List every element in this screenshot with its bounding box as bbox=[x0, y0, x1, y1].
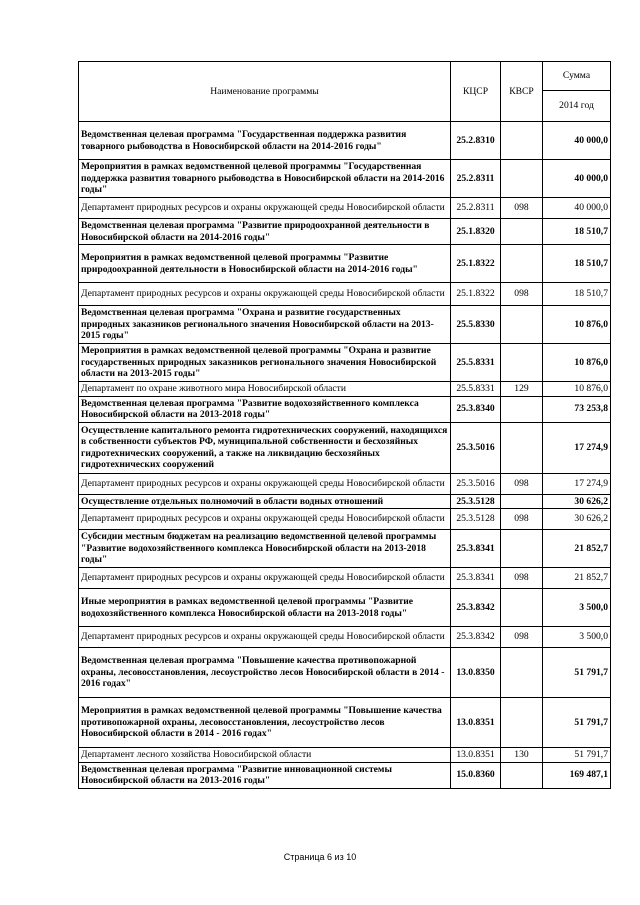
row-name: Осуществление отдельных полномочий в области водных отношений bbox=[79, 494, 451, 509]
row-name: Мероприятия в рамках ведомственной целевой программы "Повышение качества противопожарной охраны, лесовосстановления, лесоустройство лесов Новосибирской области в 2014 - 2016 годах" bbox=[79, 698, 451, 748]
table-row bbox=[79, 219, 611, 245]
row-name: Департамент природных ресурсов и охраны окружающей среды Новосибирской области bbox=[79, 627, 451, 648]
row-sum: 40 000,0 bbox=[543, 122, 611, 160]
table-row bbox=[79, 344, 611, 382]
row-kcsr: 25.5.8330 bbox=[451, 306, 501, 344]
header-kcsr: КЦСР bbox=[451, 62, 501, 122]
header-kvsr: КВСР bbox=[501, 62, 543, 122]
row-name: Ведомственная целевая программа "Государственная поддержка развития товарного рыбоводства в Новосибирской области на 2014-2016 годы" bbox=[79, 122, 451, 160]
row-kcsr: 25.3.5128 bbox=[451, 509, 501, 530]
row-sum: 169 487,1 bbox=[543, 762, 611, 788]
row-name: Ведомственная целевая программа "Развитие водохозяйственного комплекса Новосибирской области на 2013-2018 годы" bbox=[79, 396, 451, 422]
table-row bbox=[79, 648, 611, 698]
row-name: Департамент природных ресурсов и охраны окружающей среды Новосибирской области bbox=[79, 283, 451, 306]
budget-table bbox=[78, 61, 611, 789]
table-row bbox=[79, 568, 611, 589]
table-row bbox=[79, 283, 611, 306]
row-kvsr bbox=[501, 344, 543, 382]
row-kcsr: 25.5.8331 bbox=[451, 344, 501, 382]
row-kcsr: 25.2.8311 bbox=[451, 198, 501, 219]
row-kvsr: 098 bbox=[501, 568, 543, 589]
row-kvsr: 098 bbox=[501, 473, 543, 494]
row-name: Субсидии местным бюджетам на реализацию ведомственной целевой программы "Развитие водохозяйственного комплекса Новосибирской области на 2013-2018 годы" bbox=[79, 530, 451, 568]
row-kvsr bbox=[501, 306, 543, 344]
row-kvsr bbox=[501, 698, 543, 748]
row-sum: 51 791,7 bbox=[543, 748, 611, 763]
row-sum: 3 500,0 bbox=[543, 627, 611, 648]
row-sum: 21 852,7 bbox=[543, 568, 611, 589]
row-kvsr: 130 bbox=[501, 748, 543, 763]
row-kcsr: 25.5.8331 bbox=[451, 382, 501, 397]
row-kcsr: 25.3.8340 bbox=[451, 396, 501, 422]
table-row bbox=[79, 245, 611, 283]
header-name: Наименование программы bbox=[79, 62, 451, 122]
row-name: Департамент природных ресурсов и охраны окружающей среды Новосибирской области bbox=[79, 568, 451, 589]
row-kcsr: 25.2.8311 bbox=[451, 160, 501, 198]
table-row bbox=[79, 627, 611, 648]
row-sum: 3 500,0 bbox=[543, 589, 611, 627]
row-kvsr bbox=[501, 648, 543, 698]
row-kcsr: 13.0.8351 bbox=[451, 748, 501, 763]
row-name: Департамент природных ресурсов и охраны окружающей среды Новосибирской области bbox=[79, 473, 451, 494]
row-name: Департамент природных ресурсов и охраны окружающей среды Новосибирской области bbox=[79, 198, 451, 219]
row-name: Осуществление капитального ремонта гидротехнических сооружений, находящихся в собственности субъектов РФ, муниципальной собственности и бесхозяйных гидротехнических сооружений, а также на ликвидацию бесхозяйных гидротехнических сооружений bbox=[79, 422, 451, 473]
row-kvsr bbox=[501, 422, 543, 473]
table-row bbox=[79, 509, 611, 530]
header-sum: Сумма bbox=[543, 62, 611, 91]
row-sum: 18 510,7 bbox=[543, 245, 611, 283]
page-footer: Страница 6 из 10 bbox=[283, 852, 357, 862]
table-row bbox=[79, 122, 611, 160]
table-row bbox=[79, 306, 611, 344]
table-row bbox=[79, 698, 611, 748]
row-kvsr bbox=[501, 762, 543, 788]
table-row bbox=[79, 473, 611, 494]
table-row bbox=[79, 762, 611, 788]
row-kcsr: 25.1.8320 bbox=[451, 219, 501, 245]
row-kvsr bbox=[501, 396, 543, 422]
row-kvsr bbox=[501, 589, 543, 627]
row-name: Мероприятия в рамках ведомственной целевой программы "Государственная поддержка развития товарного рыбоводства в Новосибирской области на 2014-2016 годы" bbox=[79, 160, 451, 198]
row-kvsr: 098 bbox=[501, 509, 543, 530]
row-kvsr: 098 bbox=[501, 283, 543, 306]
row-kcsr: 13.0.8351 bbox=[451, 698, 501, 748]
row-kcsr: 25.1.8322 bbox=[451, 283, 501, 306]
row-kcsr: 25.1.8322 bbox=[451, 245, 501, 283]
row-name: Мероприятия в рамках ведомственной целевой программы "Развитие природоохранной деятельности в Новосибирской области на 2014-2016 годы" bbox=[79, 245, 451, 283]
row-name: Ведомственная целевая программа "Охрана и развитие государственных природных заказников регионального значения Новосибирской области на 2013-2015 годы" bbox=[79, 306, 451, 344]
row-name: Департамент природных ресурсов и охраны окружающей среды Новосибирской области bbox=[79, 509, 451, 530]
table-row bbox=[79, 382, 611, 397]
header-year: 2014 год bbox=[543, 91, 611, 122]
row-kvsr: 098 bbox=[501, 198, 543, 219]
row-sum: 51 791,7 bbox=[543, 648, 611, 698]
row-sum: 10 876,0 bbox=[543, 344, 611, 382]
row-name: Иные мероприятия в рамках ведомственной целевой программы "Развитие водохозяйственного комплекса Новосибирской области на 2013-2018 годы" bbox=[79, 589, 451, 627]
table-row bbox=[79, 160, 611, 198]
row-kcsr: 13.0.8350 bbox=[451, 648, 501, 698]
table-row bbox=[79, 530, 611, 568]
row-kvsr bbox=[501, 494, 543, 509]
table-row bbox=[79, 422, 611, 473]
table-row bbox=[79, 494, 611, 509]
row-kcsr: 25.3.5128 bbox=[451, 494, 501, 509]
row-kcsr: 25.3.8341 bbox=[451, 568, 501, 589]
row-sum: 51 791,7 bbox=[543, 698, 611, 748]
row-kvsr: 129 bbox=[501, 382, 543, 397]
row-kcsr: 25.3.8342 bbox=[451, 589, 501, 627]
header-row bbox=[79, 62, 611, 91]
row-sum: 40 000,0 bbox=[543, 160, 611, 198]
row-sum: 73 253,8 bbox=[543, 396, 611, 422]
row-name: Мероприятия в рамках ведомственной целевой программы "Охрана и развитие государственных природных заказников регионального значения Новосибирской области на 2013-2015 годы" bbox=[79, 344, 451, 382]
row-sum: 17 274,9 bbox=[543, 422, 611, 473]
row-kcsr: 25.3.8342 bbox=[451, 627, 501, 648]
table-row bbox=[79, 396, 611, 422]
row-name: Ведомственная целевая программа "Развитие природоохранной деятельности в Новосибирской области на 2014-2016 годы" bbox=[79, 219, 451, 245]
row-name: Департамент по охране животного мира Новосибирской области bbox=[79, 382, 451, 397]
row-kvsr bbox=[501, 122, 543, 160]
row-kvsr bbox=[501, 160, 543, 198]
row-sum: 21 852,7 bbox=[543, 530, 611, 568]
row-sum: 30 626,2 bbox=[543, 494, 611, 509]
table-body bbox=[79, 122, 611, 789]
table-row bbox=[79, 589, 611, 627]
row-name: Департамент лесного хозяйства Новосибирской области bbox=[79, 748, 451, 763]
row-sum: 18 510,7 bbox=[543, 219, 611, 245]
row-kvsr bbox=[501, 245, 543, 283]
row-sum: 10 876,0 bbox=[543, 306, 611, 344]
row-sum: 18 510,7 bbox=[543, 283, 611, 306]
row-sum: 10 876,0 bbox=[543, 382, 611, 397]
table-row bbox=[79, 748, 611, 763]
row-kvsr: 098 bbox=[501, 627, 543, 648]
row-kcsr: 25.2.8310 bbox=[451, 122, 501, 160]
row-kvsr bbox=[501, 219, 543, 245]
row-kcsr: 25.3.8341 bbox=[451, 530, 501, 568]
row-kcsr: 25.3.5016 bbox=[451, 422, 501, 473]
row-sum: 40 000,0 bbox=[543, 198, 611, 219]
row-name: Ведомственная целевая программа "Развитие инновационной системы Новосибирской области на 2013-2016 годы" bbox=[79, 762, 451, 788]
table-row bbox=[79, 198, 611, 219]
row-name: Ведомственная целевая программа "Повышение качества противопожарной охраны, лесовосстановления, лесоустройство лесов Новосибирской области в 2014 - 2016 годах" bbox=[79, 648, 451, 698]
row-sum: 30 626,2 bbox=[543, 509, 611, 530]
row-kvsr bbox=[501, 530, 543, 568]
row-kcsr: 15.0.8360 bbox=[451, 762, 501, 788]
row-sum: 17 274,9 bbox=[543, 473, 611, 494]
row-kcsr: 25.3.5016 bbox=[451, 473, 501, 494]
